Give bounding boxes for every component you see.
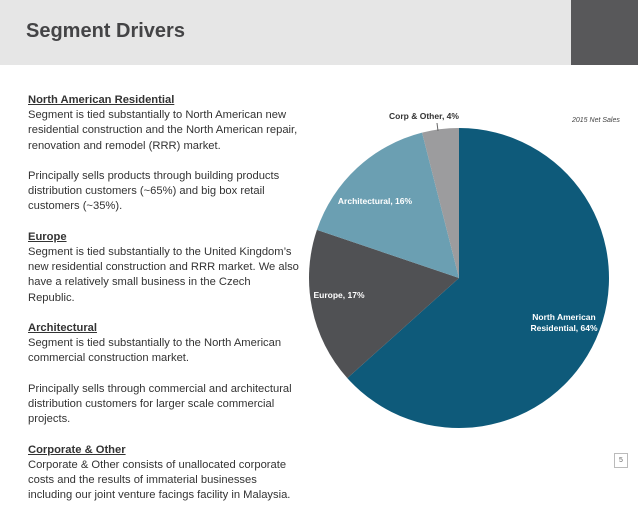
section-paragraph: Segment is tied substantially to the United Kingdom’s new residential construction and RRR market. We also have a relatively small business in the Czech Republic. (28, 246, 299, 304)
section-paragraph: Corporate & Other consists of unallocated corporate costs and the results of immaterial businesses including our joint venture facings facility in Malaysia. (28, 458, 291, 502)
section-heading: Architectural (28, 322, 98, 334)
slice-label: Corp & Other, 4% (389, 111, 459, 121)
section-paragraph: Segment is tied substantially to the North American commercial construction market. (28, 337, 282, 365)
slice-label: Architectural, 16% (337, 196, 413, 206)
slice-label: North American Residential, 64% (530, 312, 598, 333)
section-heading: Europe (28, 230, 67, 243)
section-paragraph: Principally sells through commercial and architectural distribution customers for larger scale commercial projects. (28, 382, 292, 426)
page-title: Segment Drivers (26, 20, 185, 42)
chart-note: 2015 Net Sales (572, 117, 620, 124)
slice-label: Europe, 17% (313, 290, 365, 300)
section-heading: North American Residential (28, 94, 175, 106)
section-paragraph: Segment is tied substantially to North American new residential construction and the North American repair, renovation and remodel (RRR) market. (28, 109, 298, 152)
section-paragraph: Principally sells products through building products distribution customers (~65%) and big box retail customers (~35%). (28, 170, 280, 213)
section-heading: Corporate & Other (28, 443, 126, 456)
page-number: 5 (614, 453, 628, 468)
